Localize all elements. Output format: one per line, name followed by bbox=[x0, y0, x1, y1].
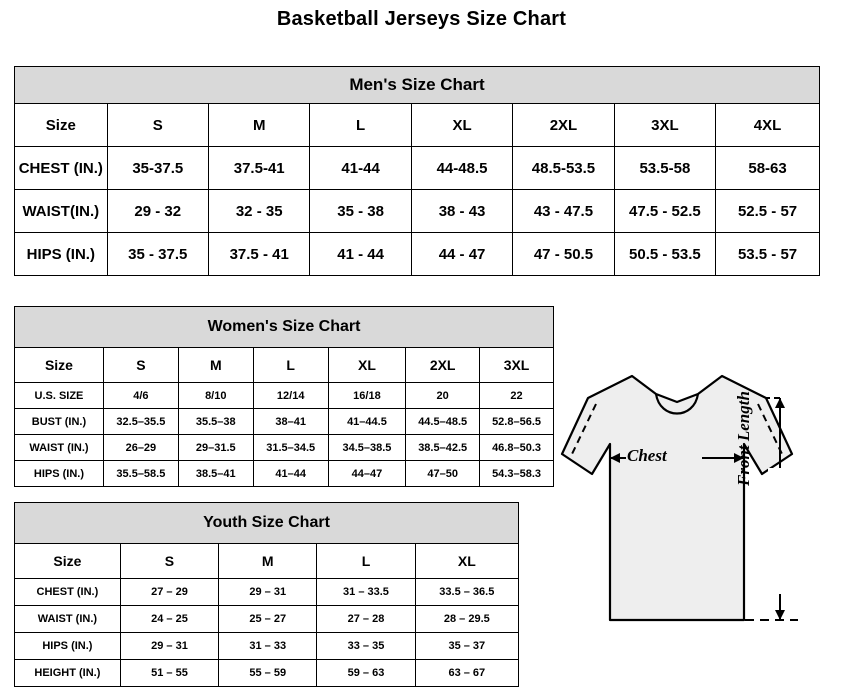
column-header-s: S bbox=[107, 104, 208, 147]
cell-height-m: 55 – 59 bbox=[219, 660, 317, 687]
table-row bbox=[15, 579, 519, 606]
cell-waist-xl: 38 - 43 bbox=[411, 190, 512, 233]
front-length-label: Front Length bbox=[734, 391, 753, 486]
table-caption-row bbox=[15, 307, 554, 348]
jersey-illustration-svg bbox=[548, 358, 836, 676]
row-header-height: HEIGHT (IN.) bbox=[15, 660, 121, 687]
column-header-size: Size bbox=[15, 544, 121, 579]
front-length-arrow-bottom bbox=[775, 610, 785, 620]
column-header-size: Size bbox=[15, 348, 104, 383]
column-header-m: M bbox=[178, 348, 253, 383]
column-header-l: L bbox=[310, 104, 411, 147]
cell-waist-l: 31.5–34.5 bbox=[253, 435, 328, 461]
column-header-3xl: 3XL bbox=[480, 348, 554, 383]
cell-hips-3xl: 54.3–58.3 bbox=[480, 461, 554, 487]
column-header-3xl: 3XL bbox=[614, 104, 715, 147]
column-header-2xl: 2XL bbox=[406, 348, 480, 383]
cell-waist-3xl: 46.8–50.3 bbox=[480, 435, 554, 461]
youth-size-chart-table bbox=[14, 502, 519, 687]
cell-waist-m: 32 - 35 bbox=[208, 190, 309, 233]
cell-us-size-2xl: 20 bbox=[406, 383, 480, 409]
cell-hips-s: 29 – 31 bbox=[120, 633, 218, 660]
cell-hips-s: 35.5–58.5 bbox=[103, 461, 178, 487]
cell-hips-m: 38.5–41 bbox=[178, 461, 253, 487]
cell-hips-l: 33 – 35 bbox=[317, 633, 415, 660]
table-row bbox=[15, 435, 554, 461]
cell-us-size-s: 4/6 bbox=[103, 383, 178, 409]
row-header-hips: HIPS (IN.) bbox=[15, 461, 104, 487]
womens-chart-title: Women's Size Chart bbox=[15, 307, 554, 348]
table-header-row bbox=[15, 544, 519, 579]
row-header-waist: WAIST (IN.) bbox=[15, 435, 104, 461]
column-header-m: M bbox=[208, 104, 309, 147]
cell-waist-2xl: 43 - 47.5 bbox=[513, 190, 614, 233]
cell-bust-2xl: 44.5–48.5 bbox=[406, 409, 480, 435]
cell-bust-m: 35.5–38 bbox=[178, 409, 253, 435]
cell-chest-l: 31 – 33.5 bbox=[317, 579, 415, 606]
table-row bbox=[15, 383, 554, 409]
chest-label: Chest bbox=[627, 446, 667, 465]
cell-us-size-l: 12/14 bbox=[253, 383, 328, 409]
youth-chart-title: Youth Size Chart bbox=[15, 503, 519, 544]
row-header-chest: CHEST (IN.) bbox=[15, 579, 121, 606]
column-header-s: S bbox=[120, 544, 218, 579]
table-row bbox=[15, 233, 820, 276]
cell-chest-xl: 33.5 – 36.5 bbox=[415, 579, 518, 606]
table-row bbox=[15, 147, 820, 190]
cell-waist-l: 27 – 28 bbox=[317, 606, 415, 633]
cell-waist-xl: 28 – 29.5 bbox=[415, 606, 518, 633]
row-header-chest: CHEST (IN.) bbox=[15, 147, 108, 190]
row-header-us-size: U.S. SIZE bbox=[15, 383, 104, 409]
cell-hips-xl: 44 - 47 bbox=[411, 233, 512, 276]
jersey-measurement-diagram bbox=[548, 358, 836, 676]
column-header-l: L bbox=[253, 348, 328, 383]
cell-us-size-m: 8/10 bbox=[178, 383, 253, 409]
cell-bust-3xl: 52.8–56.5 bbox=[480, 409, 554, 435]
cell-waist-l: 35 - 38 bbox=[310, 190, 411, 233]
cell-bust-s: 32.5–35.5 bbox=[103, 409, 178, 435]
cell-chest-4xl: 58-63 bbox=[716, 147, 820, 190]
column-header-4xl: 4XL bbox=[716, 104, 820, 147]
cell-height-s: 51 – 55 bbox=[120, 660, 218, 687]
column-header-2xl: 2XL bbox=[513, 104, 614, 147]
cell-hips-2xl: 47 - 50.5 bbox=[513, 233, 614, 276]
column-header-s: S bbox=[103, 348, 178, 383]
row-header-waist: WAIST (IN.) bbox=[15, 606, 121, 633]
column-header-xl: XL bbox=[415, 544, 518, 579]
cell-chest-3xl: 53.5-58 bbox=[614, 147, 715, 190]
table-caption-row bbox=[15, 503, 519, 544]
cell-us-size-xl: 16/18 bbox=[328, 383, 406, 409]
cell-waist-2xl: 38.5–42.5 bbox=[406, 435, 480, 461]
page-title: Basketball Jerseys Size Chart bbox=[276, 8, 567, 30]
cell-hips-m: 31 – 33 bbox=[219, 633, 317, 660]
cell-chest-m: 37.5-41 bbox=[208, 147, 309, 190]
table-caption-row bbox=[15, 67, 820, 104]
cell-chest-s: 27 – 29 bbox=[120, 579, 218, 606]
cell-waist-s: 29 - 32 bbox=[107, 190, 208, 233]
cell-hips-l: 41–44 bbox=[253, 461, 328, 487]
cell-height-l: 59 – 63 bbox=[317, 660, 415, 687]
table-row bbox=[15, 660, 519, 687]
row-header-bust: BUST (IN.) bbox=[15, 409, 104, 435]
column-header-m: M bbox=[219, 544, 317, 579]
table-header-row bbox=[15, 104, 820, 147]
row-header-hips: HIPS (IN.) bbox=[15, 233, 108, 276]
row-header-waist: WAIST(IN.) bbox=[15, 190, 108, 233]
cell-hips-xl: 44–47 bbox=[328, 461, 406, 487]
cell-chest-m: 29 – 31 bbox=[219, 579, 317, 606]
cell-waist-4xl: 52.5 - 57 bbox=[716, 190, 820, 233]
column-header-xl: XL bbox=[411, 104, 512, 147]
cell-hips-4xl: 53.5 - 57 bbox=[716, 233, 820, 276]
cell-chest-xl: 44-48.5 bbox=[411, 147, 512, 190]
front-length-arrow-top bbox=[775, 398, 785, 408]
cell-chest-2xl: 48.5-53.5 bbox=[513, 147, 614, 190]
cell-hips-2xl: 47–50 bbox=[406, 461, 480, 487]
cell-bust-xl: 41–44.5 bbox=[328, 409, 406, 435]
womens-size-chart-table bbox=[14, 306, 554, 487]
cell-hips-xl: 35 – 37 bbox=[415, 633, 518, 660]
table-row bbox=[15, 409, 554, 435]
cell-waist-3xl: 47.5 - 52.5 bbox=[614, 190, 715, 233]
cell-waist-s: 26–29 bbox=[103, 435, 178, 461]
cell-waist-m: 25 – 27 bbox=[219, 606, 317, 633]
row-header-hips: HIPS (IN.) bbox=[15, 633, 121, 660]
cell-hips-m: 37.5 - 41 bbox=[208, 233, 309, 276]
table-row bbox=[15, 190, 820, 233]
cell-chest-s: 35-37.5 bbox=[107, 147, 208, 190]
cell-chest-l: 41-44 bbox=[310, 147, 411, 190]
cell-hips-s: 35 - 37.5 bbox=[107, 233, 208, 276]
column-header-xl: XL bbox=[328, 348, 406, 383]
cell-us-size-3xl: 22 bbox=[480, 383, 554, 409]
cell-waist-s: 24 – 25 bbox=[120, 606, 218, 633]
cell-bust-l: 38–41 bbox=[253, 409, 328, 435]
table-row bbox=[15, 633, 519, 660]
mens-chart-title: Men's Size Chart bbox=[15, 67, 820, 104]
table-header-row bbox=[15, 348, 554, 383]
cell-height-xl: 63 – 67 bbox=[415, 660, 518, 687]
cell-hips-3xl: 50.5 - 53.5 bbox=[614, 233, 715, 276]
table-row bbox=[15, 461, 554, 487]
cell-waist-xl: 34.5–38.5 bbox=[328, 435, 406, 461]
cell-waist-m: 29–31.5 bbox=[178, 435, 253, 461]
cell-hips-l: 41 - 44 bbox=[310, 233, 411, 276]
front-length-label-backdrop bbox=[768, 468, 792, 594]
column-header-l: L bbox=[317, 544, 415, 579]
column-header-size: Size bbox=[15, 104, 108, 147]
table-row bbox=[15, 606, 519, 633]
mens-size-chart-table bbox=[14, 66, 820, 276]
